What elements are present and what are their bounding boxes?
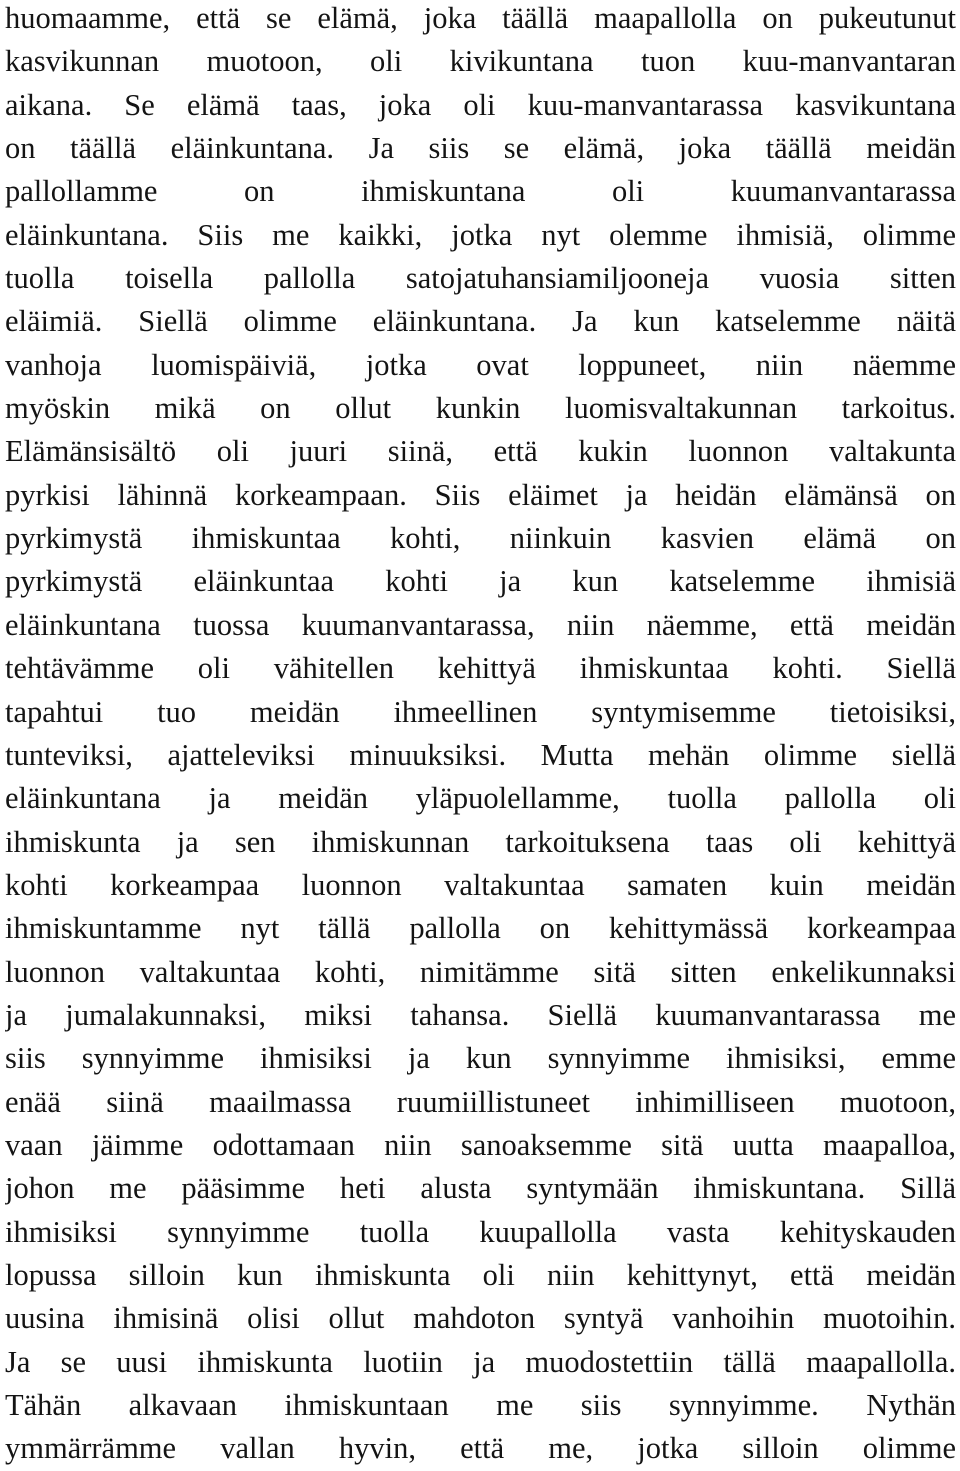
- text-line-24: ja jumalakunnaksi, miksi tahansa. Siellä kuumanvantarassa me: [5, 997, 956, 1032]
- text-line-32: Ja se uusi ihmiskunta luotiin ja muodostettiin tällä maapallolla.: [5, 1344, 956, 1379]
- text-line-28: johon me pääsimme heti alusta syntymään ihmiskuntana. Sillä: [5, 1171, 956, 1206]
- text-line-16: tehtävämme oli vähitellen kehittyä ihmiskuntaa kohti. Siellä: [5, 651, 956, 686]
- text-line-21: kohti korkeampaa luonnon valtakuntaa samaten kuin meidän: [5, 867, 956, 902]
- text-line-26: enää siinä maailmassa ruumiillistuneet inhimilliseen muotoon,: [5, 1084, 956, 1119]
- text-line-30: lopussa silloin kun ihmiskunta oli niin kehittynyt, että meidän: [5, 1257, 956, 1292]
- text-line-27: vaan jäimme odottamaan niin sanoaksemme sitä uutta maapalloa,: [5, 1127, 956, 1162]
- text-line-5: pallollamme on ihmiskuntana oli kuumanvantarassa: [5, 174, 956, 209]
- text-line-9: vanhoja luomispäiviä, jotka ovat loppuneet, niin näemme: [5, 347, 956, 382]
- text-line-6: eläinkuntana. Siis me kaikki, jotka nyt olemme ihmisiä, olimme: [5, 217, 956, 252]
- text-line-31: uusina ihmisinä olisi ollut mahdoton syntyä vanhoihin muotoihin.: [5, 1301, 956, 1336]
- text-line-20: ihmiskunta ja sen ihmiskunnan tarkoituksena taas oli kehittyä: [5, 824, 956, 859]
- text-line-25: siis synnyimme ihmisiksi ja kun synnyimme ihmisiksi, emme: [5, 1041, 956, 1076]
- text-line-11: Elämänsisältö oli juuri siinä, että kukin luonnon valtakunta: [5, 434, 956, 469]
- text-line-34: ymmärrämme vallan hyvin, että me, jotka silloin olimme: [5, 1431, 956, 1466]
- text-line-3: aikana. Se elämä taas, joka oli kuu-manvantarassa kasvikuntana: [5, 87, 956, 122]
- text-line-33: Tähän alkavaan ihmiskuntaan me siis synnyimme. Nythän: [5, 1388, 956, 1422]
- text-line-17: tapahtui tuo meidän ihmeellinen syntymisemme tietoisiksi,: [5, 694, 956, 729]
- body-text: [5, 0, 956, 1471]
- text-line-10: myöskin mikä on ollut kunkin luomisvaltakunnan tarkoitus.: [5, 391, 956, 426]
- text-line-7: tuolla toisella pallolla satojatuhansiamiljooneja vuosia sitten: [5, 261, 956, 296]
- text-line-23: luonnon valtakuntaa kohti, nimitämme sitä sitten enkelikunnaksi: [5, 954, 956, 989]
- text-line-4: on täällä eläinkuntana. Ja siis se elämä, joka täällä meidän: [5, 131, 956, 166]
- text-line-1: huomaamme, että se elämä, joka täällä maapallolla on pukeutunut: [5, 1, 956, 35]
- text-line-15: eläinkuntana tuossa kuumanvantarassa, niin näemme, että meidän: [5, 607, 956, 642]
- text-line-22: ihmiskuntamme nyt tällä pallolla on kehittymässä korkeampaa: [5, 911, 956, 946]
- text-line-29: ihmisiksi synnyimme tuolla kuupallolla vasta kehityskauden: [5, 1214, 956, 1249]
- text-line-12: pyrkisi lähinnä korkeampaan. Siis eläimet ja heidän elämänsä on: [5, 477, 956, 512]
- text-line-8: eläimiä. Siellä olimme eläinkuntana. Ja kun katselemme näitä: [5, 304, 956, 339]
- text-line-14: pyrkimystä eläinkuntaa kohti ja kun katselemme ihmisiä: [5, 564, 956, 599]
- text-line-2: kasvikunnan muotoon, oli kivikuntana tuon kuu-manvantaran: [5, 44, 956, 79]
- text-line-18: tunteviksi, ajatteleviksi minuuksiksi. Mutta mehän olimme siellä: [5, 737, 956, 772]
- text-line-13: pyrkimystä ihmiskuntaa kohti, niinkuin kasvien elämä on: [5, 521, 956, 556]
- text-line-19: eläinkuntana ja meidän yläpuolellamme, tuolla pallolla oli: [5, 781, 956, 816]
